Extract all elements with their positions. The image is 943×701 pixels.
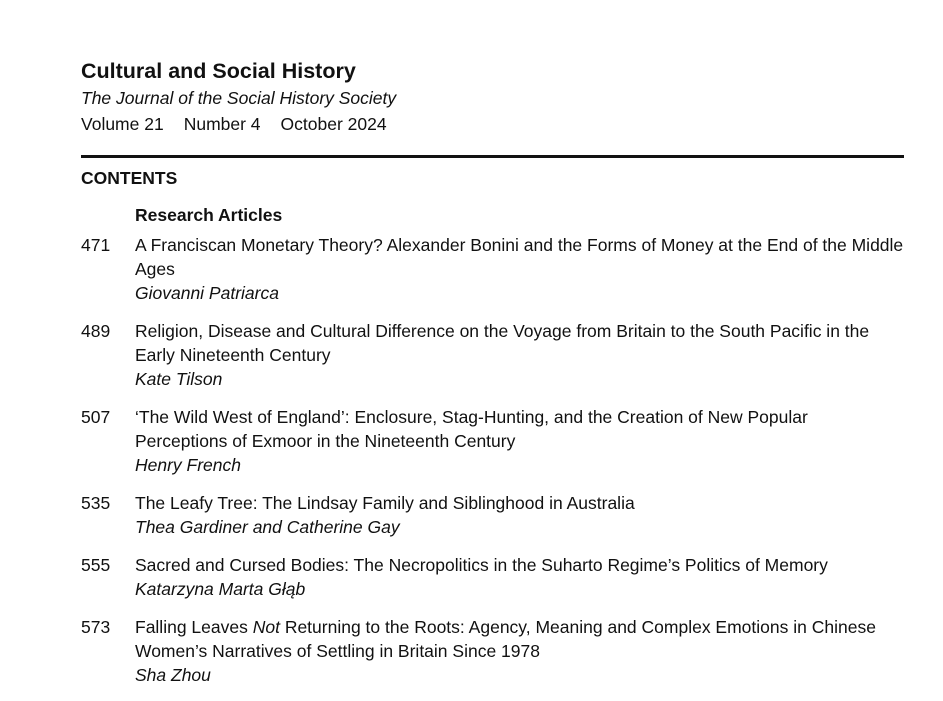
section-heading: Research Articles [135,205,283,225]
article-entry[interactable] [81,553,904,601]
article-body [135,491,904,539]
article-page-number: 507 [81,407,111,427]
article-author: Sha Zhou [135,665,211,685]
article-entry[interactable] [81,491,904,539]
article-author: Giovanni Patriarca [135,283,279,303]
journal-title: Cultural and Social History [81,59,356,83]
article-body [135,319,904,391]
article-body [135,615,904,687]
article-author: Thea Gardiner and Catherine Gay [135,517,400,537]
contents-heading: CONTENTS [81,168,178,188]
article-page-number: 573 [81,617,111,637]
article-body [135,553,904,601]
journal-subtitle: The Journal of the Social History Society [81,88,397,108]
article-title[interactable]: A Franciscan Monetary Theory? Alexander Bonini and the Forms of Money at the End of the Middle Ages [135,235,904,279]
article-page-number: 535 [81,493,111,513]
article-title[interactable]: ‘The Wild West of England’: Enclosure, Stag-Hunting, and the Creation of New Popular Perceptions of Exmoor in the Nineteenth Century [135,407,808,451]
article-entry[interactable] [81,615,904,687]
article-page-number: 489 [81,321,111,341]
article-author: Kate Tilson [135,369,223,389]
article-title-part: Falling Leaves [135,617,253,637]
volume: Volume 21 [81,114,164,134]
divider [81,155,904,158]
issue-info [81,111,904,137]
article-body [135,405,904,477]
article-page-number: 471 [81,235,111,255]
article-body [135,233,904,305]
issue-date: October 2024 [280,114,387,134]
article-title[interactable]: Religion, Disease and Cultural Difference on the Voyage from Britain to the South Pacific in the Early Nineteenth Century [135,321,870,365]
article-author: Henry French [135,455,242,475]
issue-number: Number 4 [183,114,261,134]
article-title-emphasis: Not [252,617,280,637]
toc-page [81,58,904,701]
article-author: Katarzyna Marta Głąb [135,579,306,599]
article-list [81,233,904,687]
article-title[interactable] [135,615,904,663]
article-entry[interactable] [81,233,904,305]
article-page-number: 555 [81,555,111,575]
article-entry[interactable] [81,405,904,477]
article-title[interactable]: The Leafy Tree: The Lindsay Family and Siblinghood in Australia [135,493,635,513]
article-title[interactable]: Sacred and Cursed Bodies: The Necropolitics in the Suharto Regime’s Politics of Memory [135,555,828,575]
article-title-part: Returning to the Roots: Agency, Meaning and Complex Emotions in Chinese Women’s Narratives of Settling in Britain Since 1978 [135,617,876,661]
article-entry[interactable] [81,319,904,391]
